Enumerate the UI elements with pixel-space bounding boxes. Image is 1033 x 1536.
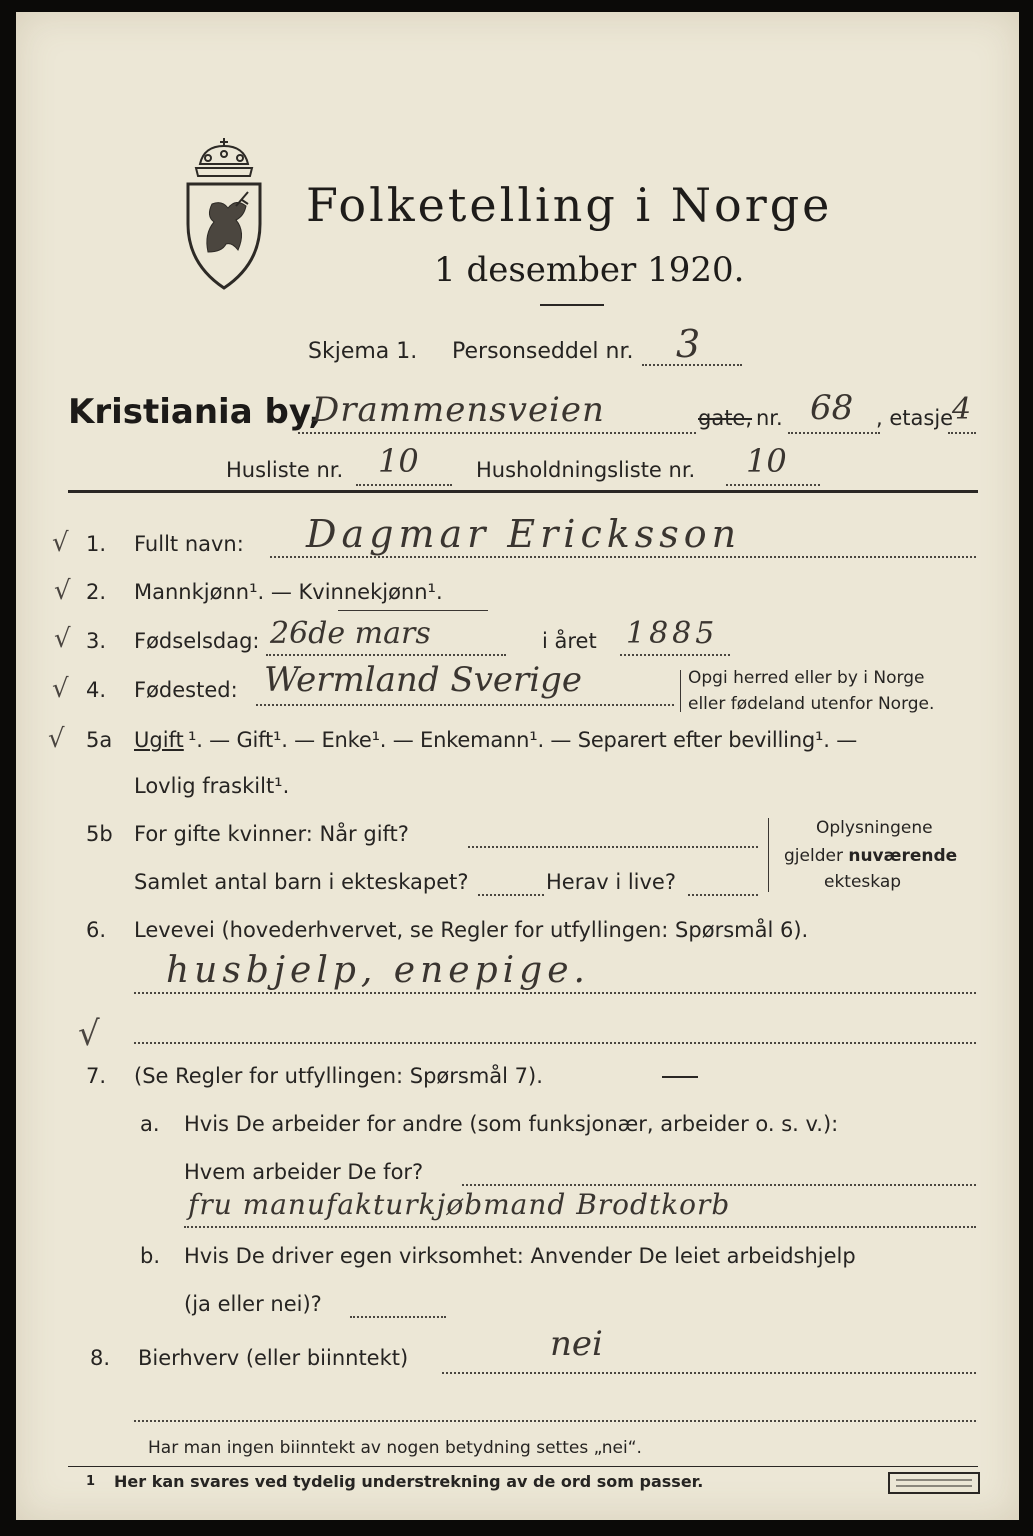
personseddel-label: Personseddel nr.: [452, 339, 634, 364]
q7a-label: Hvis De arbeider for andre (som funksjonær, arbeider o. s. v.):: [184, 1112, 839, 1136]
q5b-note-bracket: [768, 818, 769, 892]
street-value: Drammensveien: [312, 390, 605, 430]
q2-number: 2.: [86, 580, 107, 604]
census-form-page: [16, 12, 1019, 1520]
q5a-ugift: Ugift: [134, 728, 184, 752]
q1-value: Dagmar Ericksson: [306, 512, 742, 556]
q7b-line: [350, 1316, 446, 1318]
q5b-label-alive: Herav i live?: [546, 870, 676, 894]
header-divider: [68, 490, 978, 493]
husliste-value: 10: [378, 442, 419, 480]
q5b-note-gjelder: gjelder: [784, 846, 849, 866]
q3-year-label: i året: [542, 629, 597, 653]
q3-year-value: 1885: [626, 616, 719, 651]
q1-line: [270, 556, 976, 558]
checkmark-q1: √: [52, 528, 69, 558]
q4-note-bracket: [680, 670, 681, 712]
q7a-line2: [184, 1226, 976, 1228]
q3-value: 26de mars: [270, 616, 431, 651]
nr-value: 68: [810, 388, 854, 428]
nr-line: [788, 432, 880, 434]
q8-label: Bierhverv (eller biinntekt): [138, 1346, 409, 1370]
q3-year-line: [620, 654, 730, 656]
q2-underline-kvinnekjonn: [338, 610, 488, 611]
husliste-line: [356, 484, 452, 486]
q5b-note-line1: Oplysningene: [816, 818, 933, 838]
gate-label: gate,: [698, 406, 753, 430]
q7b-label2: (ja eller nei)?: [184, 1292, 322, 1316]
street-line: [298, 432, 696, 434]
checkmark-q6: √: [78, 1014, 100, 1054]
q7a-value: fru manufakturkjøbmand Brodtkorb: [188, 1188, 731, 1221]
q6-label: Levevei (hovederhvervet, se Regler for utfyllingen: Spørsmål 6).: [134, 918, 809, 942]
q7a-letter: a.: [140, 1112, 160, 1136]
q3-label: Fødselsdag:: [134, 629, 260, 653]
q5b-number: 5b: [86, 822, 113, 846]
q5a-line2: Lovlig fraskilt¹.: [134, 774, 290, 798]
q7b-label: Hvis De driver egen virksomhet: Anvender De leiet arbeidshjelp: [184, 1244, 856, 1268]
q5b-children-line: [478, 894, 544, 896]
q7a-label2: Hvem arbeider De for?: [184, 1160, 424, 1184]
q5b-note-line2: [784, 846, 957, 866]
personseddel-value: 3: [676, 322, 701, 366]
q4-line: [256, 704, 674, 706]
q7-dash: [662, 1076, 698, 1078]
form-title: Folketelling i Norge: [306, 178, 833, 232]
q5b-label-when: For gifte kvinner: Når gift?: [134, 822, 409, 846]
skjema-label: Skjema 1.: [308, 339, 418, 364]
checkmark-q5a: √: [48, 724, 65, 754]
checkmark-q3: √: [54, 624, 71, 654]
note-nei: Har man ingen biinntekt av nogen betydning settes „nei“.: [148, 1438, 642, 1458]
q6-value: husbjelp, enepige.: [166, 950, 590, 991]
q5a-options: ¹. — Gift¹. — Enke¹. — Enkemann¹. — Separert efter bevilling¹. —: [188, 728, 858, 752]
q1-number: 1.: [86, 532, 107, 556]
q2-label: Mannkjønn¹. — Kvinnekjønn¹.: [134, 580, 443, 604]
q7b-letter: b.: [140, 1244, 161, 1268]
etasje-label: , etasje: [876, 406, 954, 430]
etasje-value: 4: [952, 392, 972, 427]
q5a-number: 5a: [86, 728, 113, 752]
q7a-line1: [462, 1184, 976, 1186]
q7-number: 7.: [86, 1064, 107, 1088]
q8-value: nei: [550, 1324, 603, 1364]
q5b-alive-line: [688, 894, 758, 896]
q5b-when-line: [468, 846, 758, 848]
footnote-divider: [68, 1466, 978, 1467]
checkmark-q2: √: [54, 576, 71, 606]
q5b-note-nuvaerende: nuværende: [848, 846, 958, 866]
q4-note-line1: Opgi herred eller by i Norge: [688, 668, 925, 688]
etasje-line: [948, 432, 976, 434]
q6-line2: [134, 1042, 976, 1044]
q3-number: 3.: [86, 629, 107, 653]
norwegian-coat-of-arms-icon: [178, 134, 270, 294]
q6-line1: [134, 992, 976, 994]
nr-label: nr.: [756, 406, 783, 430]
footnote-number: 1: [86, 1474, 96, 1489]
printer-mark-icon: [888, 1472, 980, 1494]
q5b-note-line3: ekteskap: [824, 872, 902, 892]
title-divider: [540, 304, 604, 306]
husliste-label: Husliste nr.: [226, 458, 344, 482]
census-date: 1 desember 1920.: [434, 250, 745, 290]
q4-value: Wermland Sverige: [264, 660, 583, 700]
q1-label: Fullt navn:: [134, 532, 244, 556]
q6-number: 6.: [86, 918, 107, 942]
husholdning-value: 10: [746, 442, 787, 480]
q8-number: 8.: [90, 1346, 111, 1370]
q8-line2: [134, 1420, 976, 1422]
husholdning-line: [726, 484, 820, 486]
q8-line1: [442, 1372, 976, 1374]
q7-label: (Se Regler for utfyllingen: Spørsmål 7).: [134, 1064, 543, 1088]
q4-note-line2: eller fødeland utenfor Norge.: [688, 694, 935, 714]
footnote-text: Her kan svares ved tydelig understrekning av de ord som passer.: [114, 1472, 704, 1491]
city-label: Kristiania by,: [68, 392, 322, 432]
q4-number: 4.: [86, 678, 107, 702]
q3-date-line: [266, 654, 506, 656]
checkmark-q4: √: [52, 674, 69, 704]
q5b-label-children: Samlet antal barn i ekteskapet?: [134, 870, 469, 894]
husholdning-label: Husholdningsliste nr.: [476, 458, 696, 482]
q4-label: Fødested:: [134, 678, 238, 702]
